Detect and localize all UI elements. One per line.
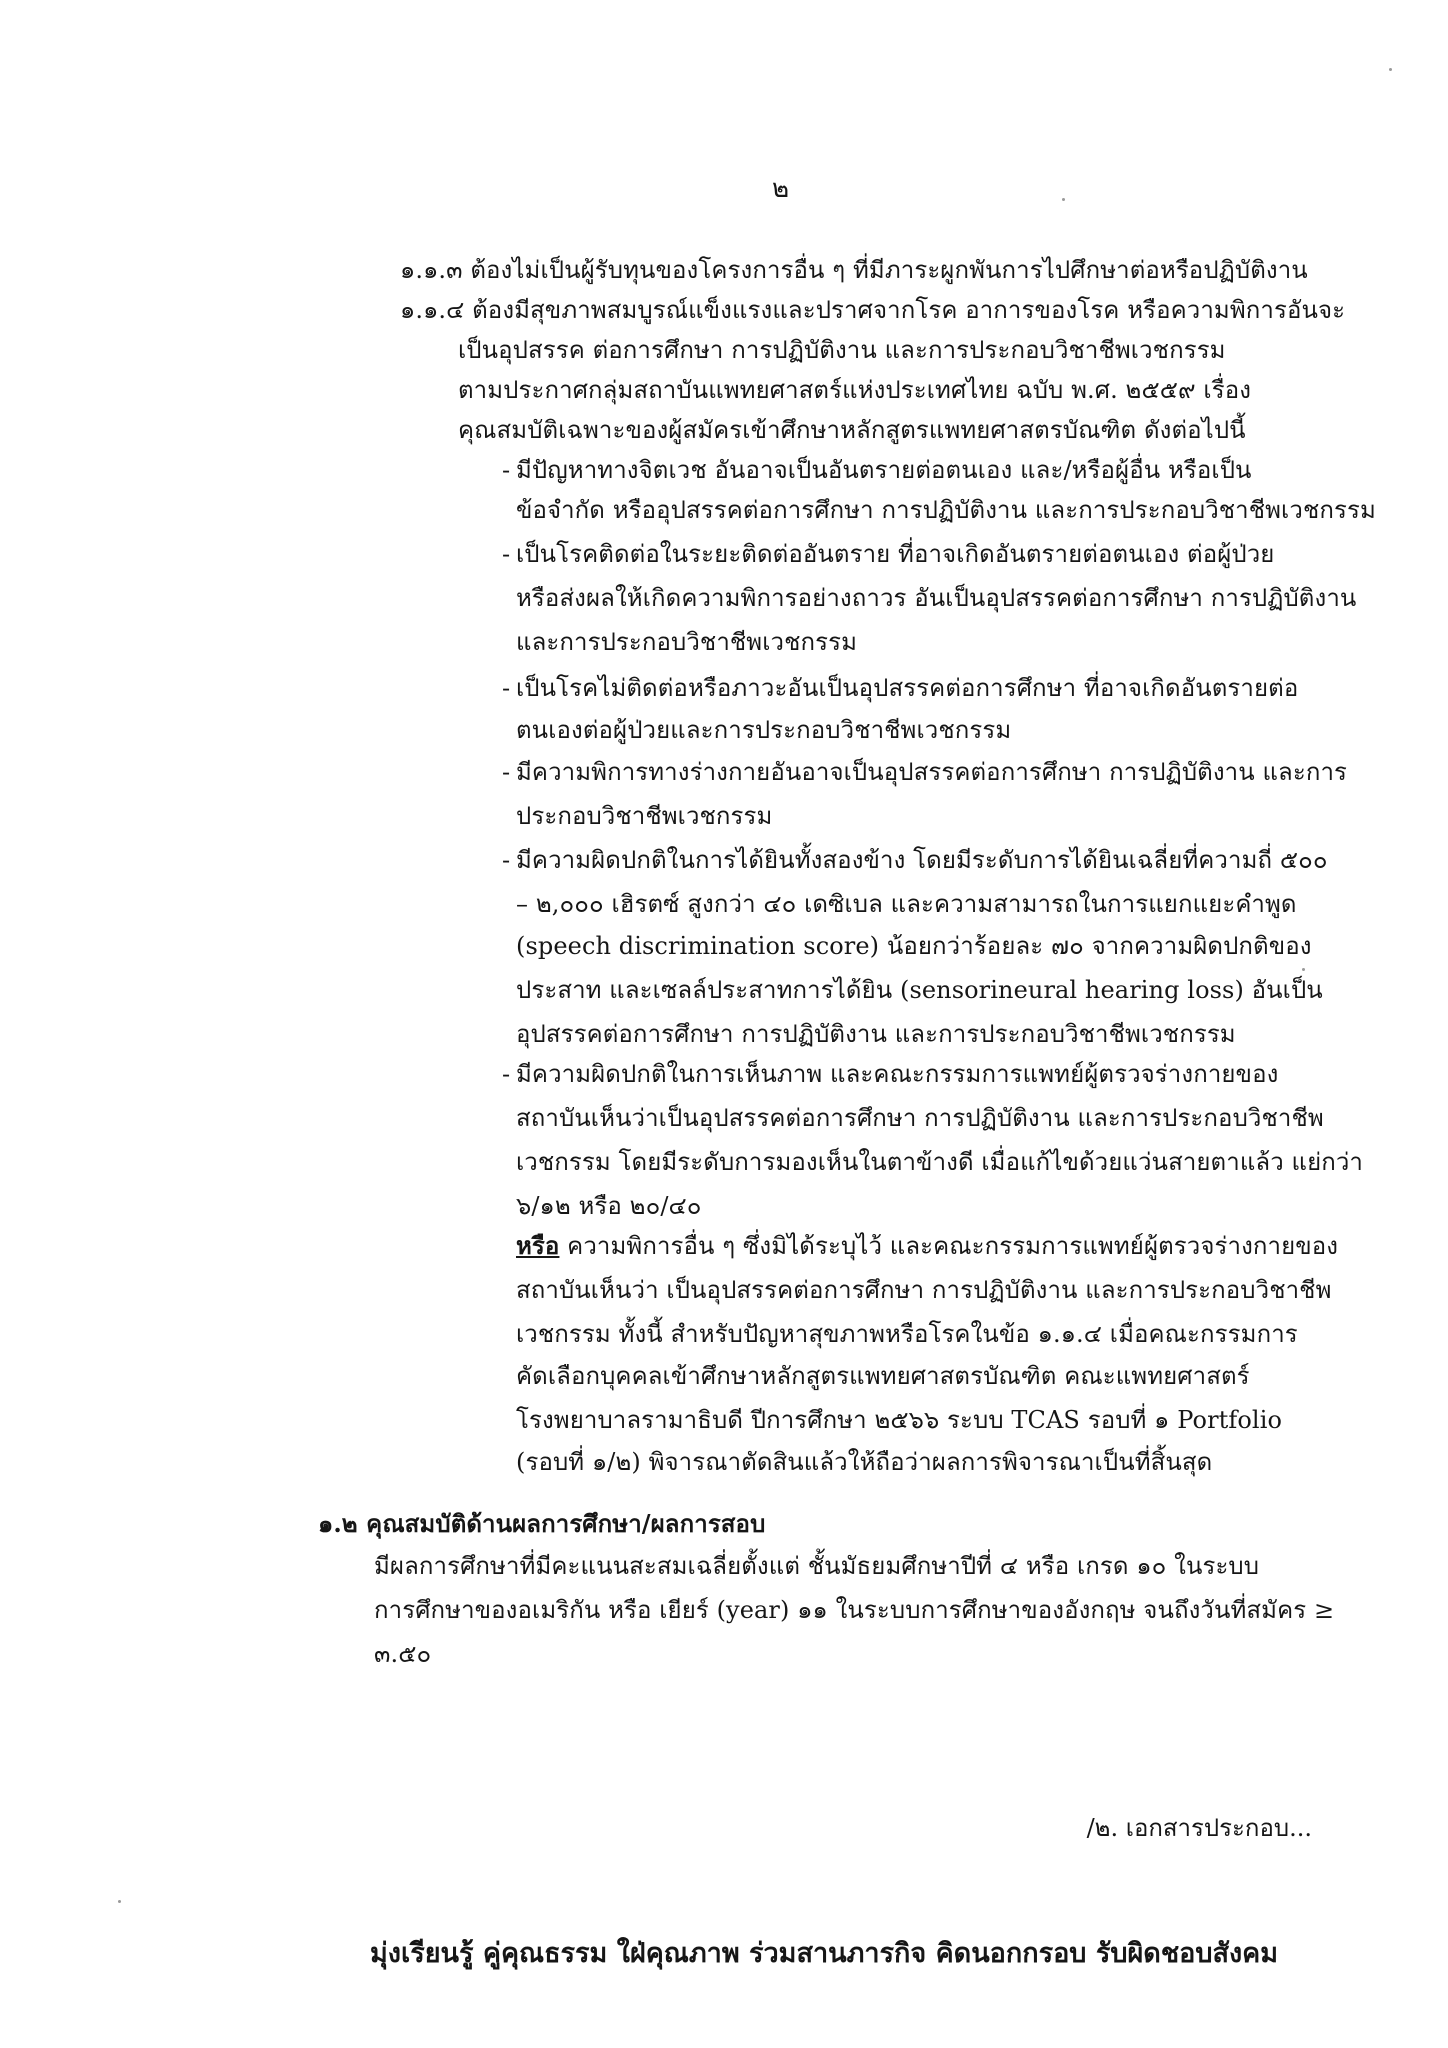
or-line: คัดเลือกบุคคลเข้าศึกษาหลักสูตรแพทยศาสตรบัณฑิต คณะแพทยศาสตร์ [516,1362,1250,1390]
bullet-line: ๖/๑๒ หรือ ๒๐/๔๐ [516,1192,702,1220]
bullet-dash: - [502,758,511,786]
bullet-line: สถาบันเห็นว่าเป็นอุปสรรคต่อการศึกษา การปฏิบัติงาน และการประกอบวิชาชีพ [516,1104,1324,1132]
section-1-2-heading: ๑.๒ คุณสมบัติด้านผลการศึกษา/ผลการสอบ [318,1509,766,1538]
bullet-line: หรือส่งผลให้เกิดความพิการอย่างถาวร อันเป็นอุปสรรคต่อการศึกษา การปฏิบัติงาน [516,584,1357,612]
bullet-dash: - [502,540,511,568]
scan-speck [118,1900,121,1903]
section-1-2-line: มีผลการศึกษาที่มีคะแนนสะสมเฉลี่ยตั้งแต่ ชั้นมัธยมศึกษาปีที่ ๔ หรือ เกรด ๑๐ ในระบบ [374,1552,1260,1580]
bullet-line: มีความผิดปกติในการได้ยินทั้งสองข้าง โดยมีระดับการได้ยินเฉลี่ยที่ความถี่ ๕๐๐ [516,846,1328,874]
or-line: สถาบันเห็นว่า เป็นอุปสรรคต่อการศึกษา การปฏิบัติงาน และการประกอบวิชาชีพ [516,1276,1332,1304]
bullet-line: อุปสรรคต่อการศึกษา การปฏิบัติงาน และการประกอบวิชาชีพเวชกรรม [516,1020,1236,1048]
bullet-line: (speech discrimination score) น้อยกว่าร้อยละ ๗๐ จากความผิดปกติของ [516,932,1312,960]
scan-speck [1389,68,1392,71]
bullet-line: และการประกอบวิชาชีพเวชกรรม [516,628,858,656]
item-1-1-4-line: ๑.๑.๔ ต้องมีสุขภาพสมบูรณ์แข็งแรงและปราศจากโรค อาการของโรค หรือความพิการอันจะ [400,296,1346,324]
or-line: ความพิการอื่น ๆ ซึ่งมิได้ระบุไว้ และคณะกรรมการแพทย์ผู้ตรวจร่างกายของ [559,1232,1339,1260]
bullet-line: มีความผิดปกติในการเห็นภาพ และคณะกรรมการแพทย์ผู้ตรวจร่างกายของ [516,1060,1279,1088]
bullet-dash: - [502,1060,511,1088]
item-1-1-4-line: คุณสมบัติเฉพาะของผู้สมัครเข้าศึกษาหลักสูตรแพทยศาสตรบัณฑิต ดังต่อไปนี้ [458,416,1246,444]
scan-speck [1062,198,1065,201]
continuation-note: /๒. เอกสารประกอบ... [1086,1814,1312,1842]
or-word: หรือ [516,1231,560,1260]
section-1-2-line: การศึกษาของอเมริกัน หรือ เยียร์ (year) ๑๑ ในระบบการศึกษาของอังกฤษ จนถึงวันที่สมัคร ≥ [374,1596,1335,1624]
bullet-line: เวชกรรม โดยมีระดับการมองเห็นในตาข้างดี เมื่อแก้ไขด้วยแว่นสายตาแล้ว แย่กว่า [516,1148,1364,1176]
bullet-line: ข้อจำกัด หรืออุปสรรคต่อการศึกษา การปฏิบัติงาน และการประกอบวิชาชีพเวชกรรม [516,496,1376,524]
bullet-line: – ๒,๐๐๐ เฮิรตซ์ สูงกว่า ๔๐ เดซิเบล และความสามารถในการแยกแยะคำพูด [516,890,1297,918]
item-1-1-3: ๑.๑.๓ ต้องไม่เป็นผู้รับทุนของโครงการอื่น ๆ ที่มีภาระผูกพันการไปศึกษาต่อหรือปฏิบัติงาน [400,256,1308,284]
bullet-line: เป็นโรคติดต่อในระยะติดต่ออันตราย ที่อาจเกิดอันตรายต่อตนเอง ต่อผู้ป่วย [516,540,1275,568]
or-line: โรงพยาบาลรามาธิบดี ปีการศึกษา ๒๕๖๖ ระบบ TCAS รอบที่ ๑ Portfolio [516,1406,1283,1434]
bullet-line: ตนเองต่อผู้ป่วยและการประกอบวิชาชีพเวชกรรม [516,716,1012,744]
bullet-line: ประสาท และเซลล์ประสาทการได้ยิน (sensorineural hearing loss) อันเป็น [516,976,1323,1004]
bullet-line: ประกอบวิชาชีพเวชกรรม [516,802,773,830]
bullet-line: เป็นโรคไม่ติดต่อหรือภาวะอันเป็นอุปสรรคต่อการศึกษา ที่อาจเกิดอันตรายต่อ [516,674,1299,702]
or-line: เวชกรรม ทั้งนี้ สำหรับปัญหาสุขภาพหรือโรคในข้อ ๑.๑.๔ เมื่อคณะกรรมการ [516,1320,1298,1348]
bullet-dash: - [502,674,511,702]
footer-motto: มุ่งเรียนรู้ คู่คุณธรรม ใฝ่คุณภาพ ร่วมสานภารกิจ คิดนอกกรอบ รับผิดชอบสังคม [370,1938,1279,1969]
or-paragraph-first-line [516,1226,1338,1266]
or-line: (รอบที่ ๑/๒) พิจารณาตัดสินแล้วให้ถือว่าผลการพิจารณาเป็นที่สิ้นสุด [516,1448,1213,1476]
bullet-dash: - [502,846,511,874]
item-1-1-4-line: เป็นอุปสรรค ต่อการศึกษา การปฏิบัติงาน และการประกอบวิชาชีพเวชกรรม [458,336,1226,364]
section-1-2-line: ๓.๕๐ [374,1640,432,1668]
page-number: ๒ [772,174,790,204]
bullet-line: มีปัญหาทางจิตเวช อันอาจเป็นอันตรายต่อตนเอง และ/หรือผู้อื่น หรือเป็น [516,456,1252,484]
bullet-line: มีความพิการทางร่างกายอันอาจเป็นอุปสรรคต่อการศึกษา การปฏิบัติงาน และการ [516,758,1348,786]
bullet-dash: - [502,456,511,484]
item-1-1-4-line: ตามประกาศกลุ่มสถาบันแพทยศาสตร์แห่งประเทศไทย ฉบับ พ.ศ. ๒๕๕๙ เรื่อง [458,376,1252,404]
